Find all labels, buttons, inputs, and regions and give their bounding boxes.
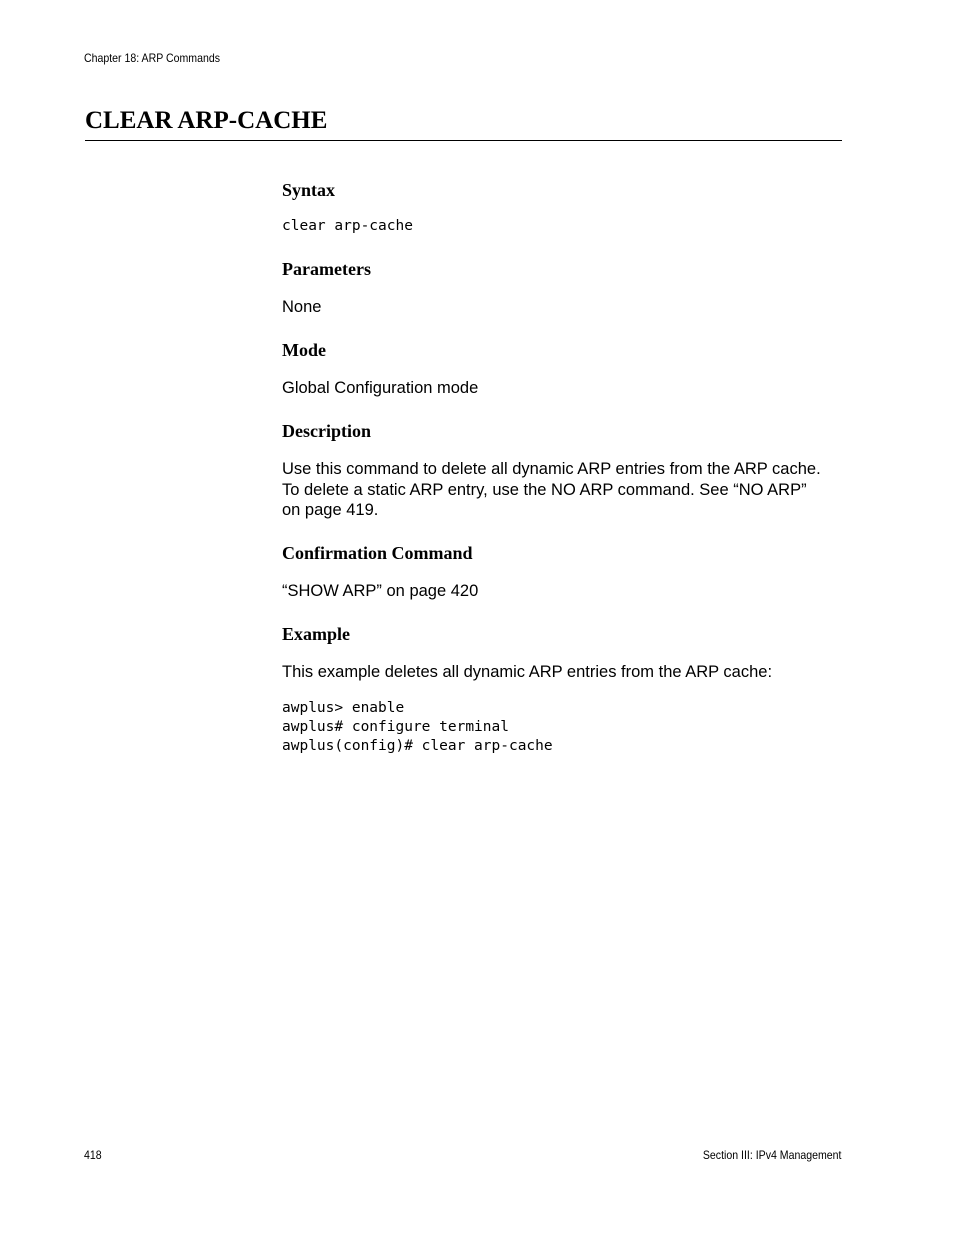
running-header: Chapter 18: ARP Commands [84, 51, 220, 65]
page-number: 418 [84, 1148, 102, 1162]
confirmation-heading: Confirmation Command [282, 543, 473, 563]
page-title: CLEAR ARP-CACHE [85, 107, 328, 134]
example-heading: Example [282, 624, 351, 644]
parameters-text: None [282, 298, 322, 316]
mode-heading: Mode [282, 340, 326, 360]
description-line-3: on page 419. [282, 501, 379, 519]
description-line-2: To delete a static ARP entry, use the NO ARP command. See “NO ARP” [282, 480, 807, 499]
example-code-line-1: awplus> enable [282, 700, 405, 716]
example-code-line-2: awplus# configure terminal [282, 719, 509, 735]
example-text: This example deletes all dynamic ARP entries from the ARP cache: [282, 663, 773, 681]
example-code-line-3: awplus(config)# clear arp-cache [282, 738, 553, 754]
parameters-heading: Parameters [282, 259, 371, 279]
mode-text: Global Configuration mode [282, 379, 479, 397]
title-rule [85, 140, 842, 141]
syntax-code: clear arp-cache [282, 218, 413, 234]
confirmation-link[interactable]: “SHOW ARP” on page 420 [282, 582, 479, 600]
description-heading: Description [282, 421, 371, 441]
description-line-1: Use this command to delete all dynamic ARP entries from the ARP cache. [282, 460, 821, 478]
syntax-heading: Syntax [282, 180, 336, 200]
section-footer: Section III: IPv4 Management [702, 1148, 841, 1162]
